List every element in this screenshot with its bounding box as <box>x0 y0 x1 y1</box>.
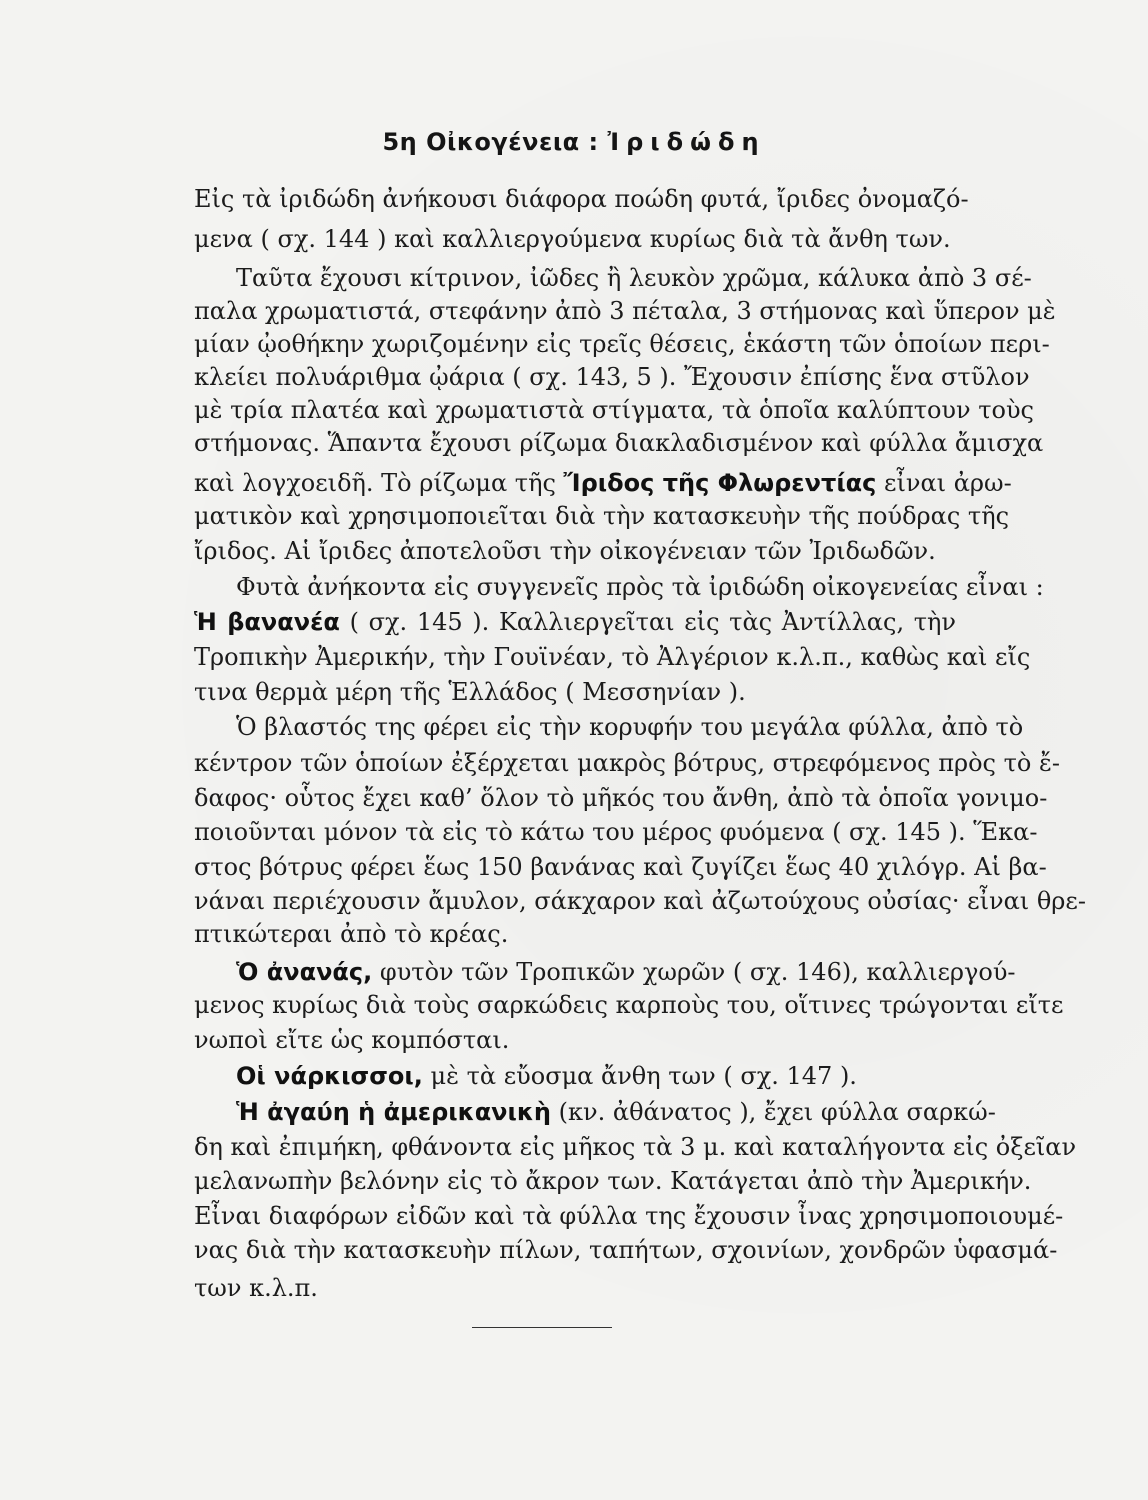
text-line <box>194 1200 1064 1232</box>
text-line <box>194 641 1031 673</box>
text-line <box>194 816 1038 848</box>
title-prefix: 5η Οἰκογένεια : <box>382 128 608 156</box>
text-line <box>236 262 1032 294</box>
line-text: νωποὶ εἴτε ὡς κομπόσται. <box>194 1026 510 1054</box>
line-text: μίαν ᾠοθήκην χωριζομένην εἰς τρεῖς θέσεις, ἑκάστη τῶν ὁποίων περι- <box>194 330 1050 358</box>
bold-term: Ἡ ἀγαύη ἡ ἀμερικανικὴ <box>236 1098 552 1126</box>
text-line <box>236 956 1016 988</box>
text-line <box>194 885 1086 917</box>
line-text: Φυτὰ ἀνήκοντα εἰς συγγενεῖς πρὸς τὰ ἰριδώδη οἰκογενείας εἶναι : <box>236 573 1044 601</box>
line-text: νας διὰ τὴν κατασκευὴν πίλων, ταπήτων, σχοινίων, χονδρῶν ὑφασμά- <box>194 1236 1058 1264</box>
text-line <box>194 606 956 638</box>
text-line <box>236 571 1044 603</box>
line-text: κλείει πολυάριθμα ᾠάρια ( σχ. 143, 5 ). Ἔχουσιν ἐπίσης ἕνα στῦλον <box>194 363 1030 391</box>
line-text: καὶ λογχοειδῆ. Τὸ ρίζωμα τῆς <box>194 469 564 497</box>
line-text: ( σχ. 145 ). Καλλιεργεῖται εἰς τὰς Ἀντίλλας, τὴν <box>339 608 956 636</box>
text-line <box>194 747 1060 779</box>
line-text: Ὁ βλαστός της φέρει εἰς τὴν κορυφήν του μεγάλα φύλλα, ἀπὸ τὸ <box>236 713 1024 741</box>
line-text: μὲ τὰ εὔοσμα ἄνθη των ( σχ. 147 ). <box>422 1062 857 1090</box>
title-family-name: Ἰριδώδη <box>607 128 766 156</box>
text-line <box>194 1024 956 1056</box>
text-line <box>194 427 1044 459</box>
text-line <box>194 918 956 950</box>
text-line <box>194 1234 1058 1266</box>
line-text: ποιοῦνται μόνον τὰ εἰς τὸ κάτω του μέρος φυόμενα ( σχ. 145 ). Ἕκα- <box>194 818 1038 846</box>
section-divider <box>472 1327 612 1328</box>
bold-term: Ἴριδος τῆς Φλωρεντίας <box>563 469 877 497</box>
line-text: Εἰς τὰ ἰριδώδη ἀνήκουσι διάφορα ποώδη φυτά, ἴριδες ὀνομαζό- <box>194 185 969 213</box>
line-text: στήμονας. Ἅπαντα ἔχουσι ρίζωμα διακλαδισμένον καὶ φύλλα ἄμισχα <box>194 429 1044 457</box>
text-line <box>236 1060 956 1092</box>
text-line <box>194 676 956 708</box>
line-text: Τροπικὴν Ἀμερικήν, τὴν Γουϊνέαν, τὸ Ἀλγέριον κ.λ.π., καθὼς καὶ εἴς <box>194 643 1031 671</box>
line-text: νάναι περιέχουσιν ἄμυλον, σάκχαρον καὶ ἀζωτούχους οὐσίας· εἶναι θρε- <box>194 887 1086 915</box>
text-line <box>194 500 1010 532</box>
text-line <box>194 782 1048 814</box>
text-line <box>194 183 969 215</box>
line-text: ἴριδος. Αἱ ἴριδες ἀποτελοῦσι τὴν οἰκογένειαν τῶν Ἰριδωδῶν. <box>194 537 936 565</box>
text-line <box>194 851 1047 883</box>
line-text: δαφος· οὗτος ἔχει καθ’ ὅλον τὸ μῆκός του ἄνθη, ἀπὸ τὰ ὁποῖα γονιμο- <box>194 784 1048 812</box>
line-text: παλα χρωματιστά, στεφάνην ἀπὸ 3 πέταλα, 3 στήμονας καὶ ὕπερον μὲ <box>194 297 1056 325</box>
line-text: (κν. ἀθάνατος ), ἔχει φύλλα σαρκώ- <box>551 1098 996 1126</box>
line-text: μενος κυρίως διὰ τοὺς σαρκώδεις καρποὺς του, οἵτινες τρώγονται εἴτε <box>194 991 1064 1019</box>
line-text: φυτὸν τῶν Τροπικῶν χωρῶν ( σχ. 146), καλλιεργού- <box>372 958 1016 986</box>
bold-term: Ἡ βανανέα <box>194 608 340 636</box>
line-text: ματικὸν καὶ χρησιμοποιεῖται διὰ τὴν κατασκευὴν τῆς πούδρας τῆς <box>194 502 1010 530</box>
line-text: εἶναι ἀρω- <box>876 469 1012 497</box>
text-line <box>236 1096 996 1128</box>
text-line <box>194 295 1056 327</box>
text-line <box>194 223 956 255</box>
text-line <box>194 394 1034 426</box>
line-text: των κ.λ.π. <box>194 1274 318 1302</box>
line-text: στος βότρυς φέρει ἕως 150 βανάνας καὶ ζυγίζει ἕως 40 χιλόγρ. Αἱ βα- <box>194 853 1047 881</box>
line-text: Ταῦτα ἔχουσι κίτρινον, ἰῶδες ἢ λευκὸν χρῶμα, κάλυκα ἀπὸ 3 σέ- <box>236 264 1032 292</box>
text-line <box>194 1272 956 1304</box>
text-line <box>194 1165 1032 1197</box>
text-line <box>236 711 1024 743</box>
text-line <box>194 535 956 567</box>
text-line <box>194 467 1012 499</box>
text-line <box>194 328 1050 360</box>
line-text: Εἶναι διαφόρων εἰδῶν καὶ τὰ φύλλα της ἔχουσιν ἶνας χρησιμοποιουμέ- <box>194 1202 1064 1230</box>
text-line <box>194 361 1030 393</box>
bold-term: Ὁ ἀνανάς, <box>236 958 373 986</box>
line-text: τινα θερμὰ μέρη τῆς Ἑλλάδος ( Μεσσηνίαν ). <box>194 678 746 706</box>
line-text: δη καὶ ἐπιμήκη, φθάνοντα εἰς μῆκος τὰ 3 μ. καὶ καταλήγοντα εἰς ὀξεῖαν <box>194 1133 1077 1161</box>
text-line <box>194 989 1064 1021</box>
line-text: πτικώτεραι ἀπὸ τὸ κρέας. <box>194 920 509 948</box>
bold-term: Οἱ νάρκισσοι, <box>236 1062 423 1090</box>
line-text: κέντρον τῶν ὁποίων ἐξέρχεται μακρὸς βότρυς, στρεφόμενος πρὸς τὸ ἔ- <box>194 749 1060 777</box>
text-line <box>194 1131 1077 1163</box>
line-text: μελανωπὴν βελόνην εἰς τὸ ἄκρον των. Κατάγεται ἀπὸ τὴν Ἀμερικήν. <box>194 1167 1032 1195</box>
line-text: μὲ τρία πλατέα καὶ χρωματιστὰ στίγματα, τὰ ὁποῖα καλύπτουν τοὺς <box>194 396 1034 424</box>
line-text: μενα ( σχ. 144 ) καὶ καλλιεργούμενα κυρίως διὰ τὰ ἄνθη των. <box>194 225 951 253</box>
